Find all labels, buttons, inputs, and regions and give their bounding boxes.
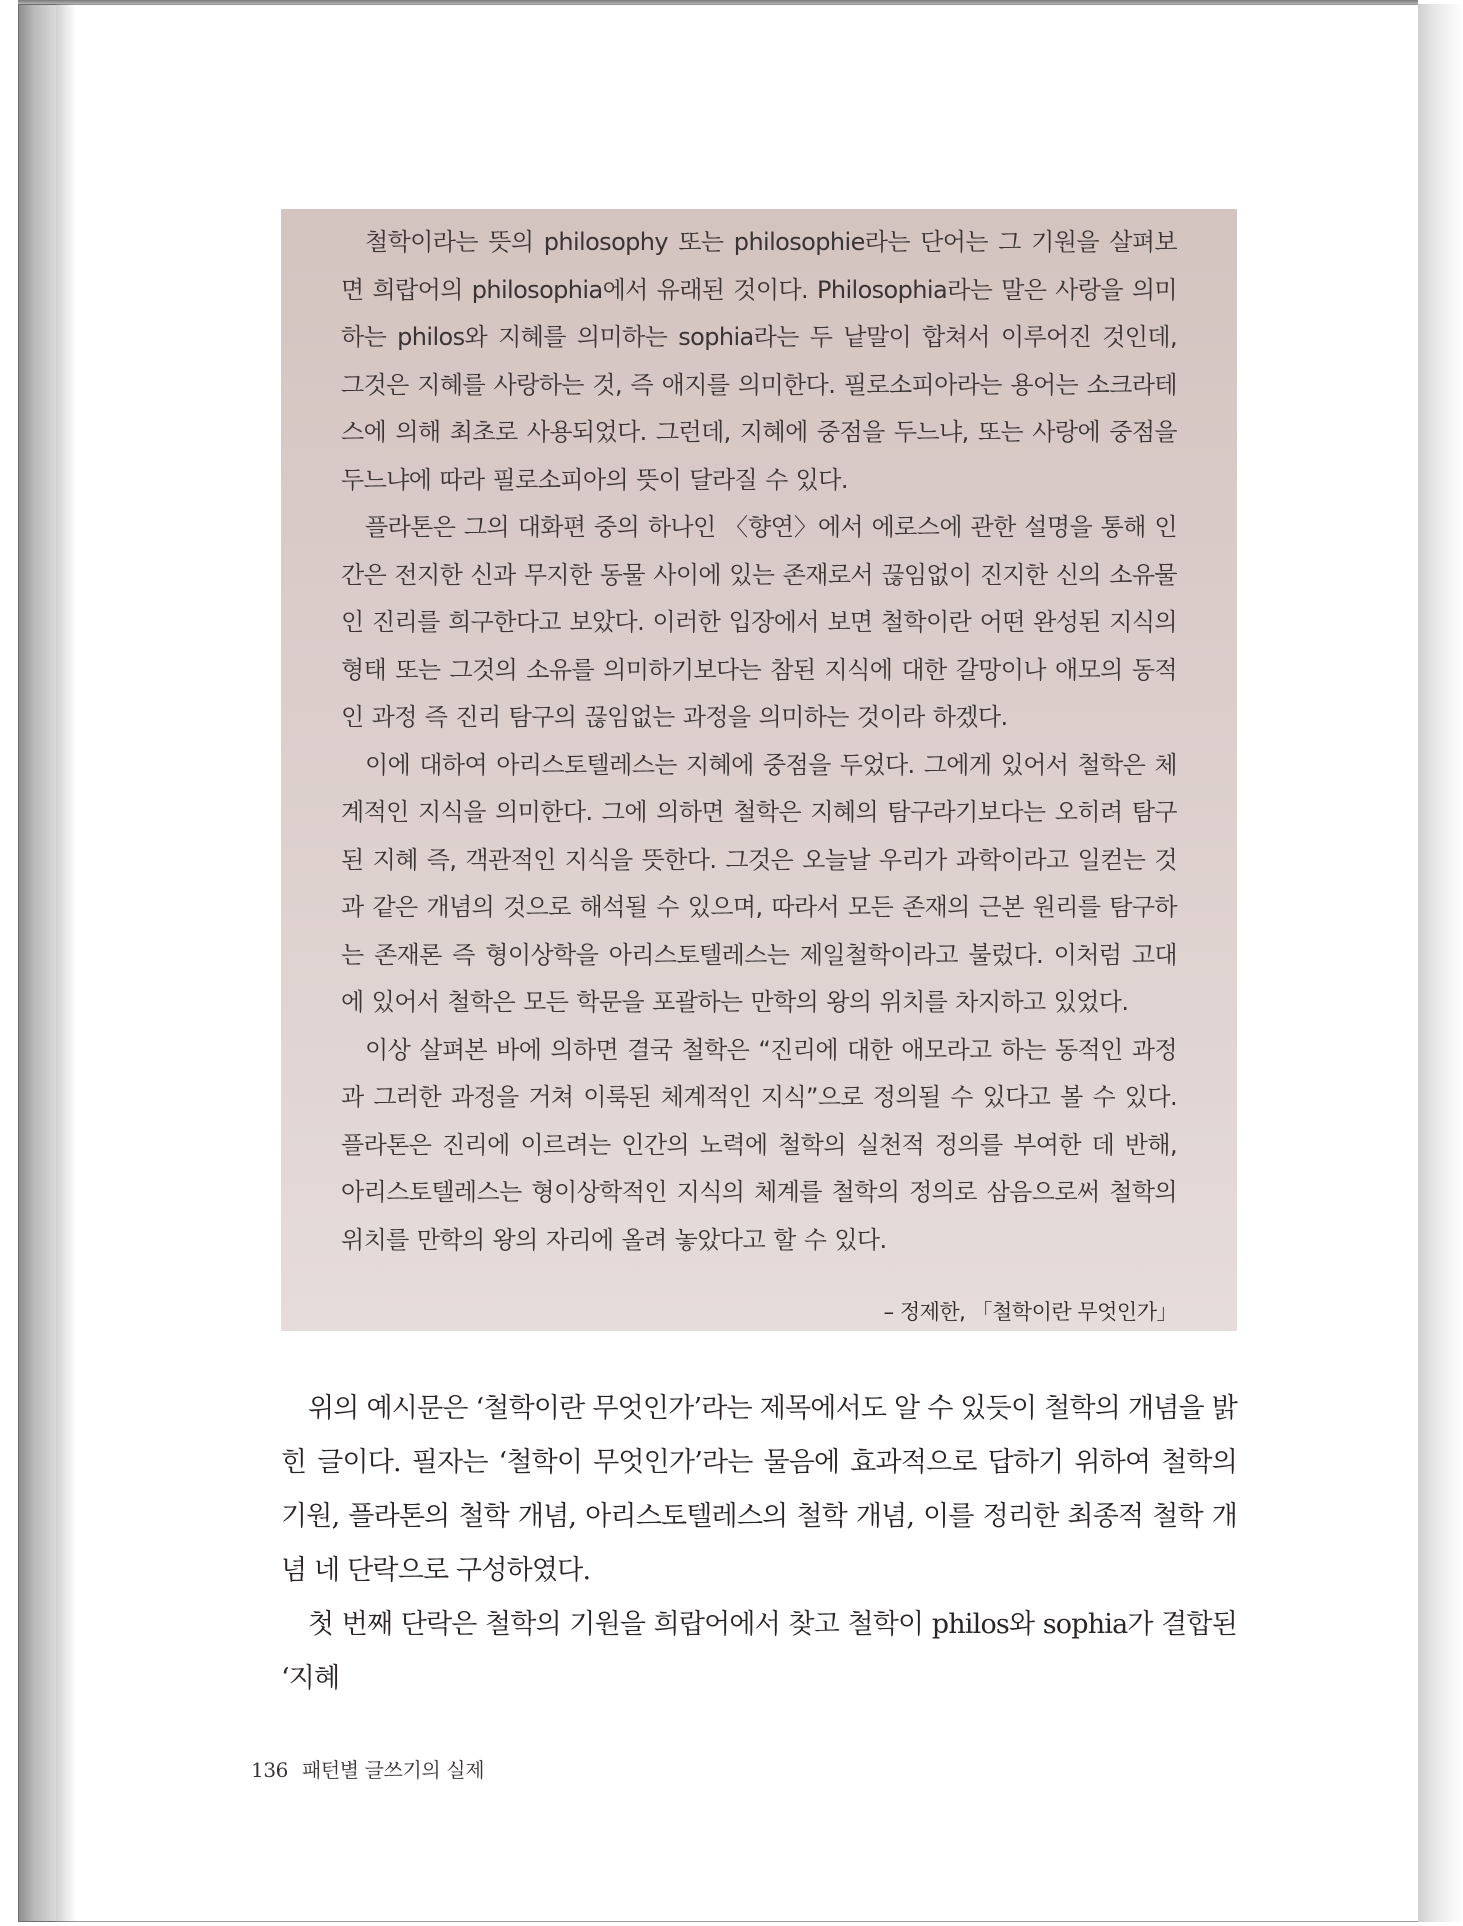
quote-paragraph: 플라톤은 그의 대화편 중의 하나인 〈향연〉에서 에로스에 관한 설명을 통해 인간은 전지한 신과 무지한 동물 사이에 있는 존재로서 끊임없이 진지한 신의 소유물인 진리를 희구한다고 보았다. 이러한 입장에서 보면 철학이란 어떤 완성된 지식의 형태 또는 그것의 소유를 의미하기보다는 참된 지식에 대한 갈망이나 애모의 동적인 과정 즉 진리 탐구의 끊임없는 과정을 의미하는 것이라 하겠다. bbox=[341, 513, 1177, 731]
body-text bbox=[281, 1382, 1237, 1706]
quote-paragraph: 이에 대하여 아리스토텔레스는 지혜에 중점을 두었다. 그에게 있어서 철학은 체계적인 지식을 의미한다. 그에 의하면 철학은 지혜의 탐구라기보다는 오히려 탐구된 지혜 즉, 객관적인 지식을 뜻한다. 그것은 오늘날 우리가 과학이라고 일컫는 것과 같은 개념의 것으로 해석될 수 있으며, 따라서 모든 존재의 근본 원리를 탐구하는 존재론 즉 형이상학을 아리스토텔레스는 제일철학이라고 불렀다. 이처럼 고대에 있어서 철학은 모든 학문을 포괄하는 만학의 왕의 위치를 차지하고 있었다. bbox=[341, 750, 1177, 1016]
quoted-passage-box bbox=[281, 209, 1237, 1331]
body-paragraph: 위의 예시문은 ‘철학이란 무엇인가’라는 제목에서도 알 수 있듯이 철학의 개념을 밝힌 글이다. 필자는 ‘철학이 무엇인가’라는 물음에 효과적으로 답하기 위하여 철학의 기원, 플라톤의 철학 개념, 아리스토텔레스의 철학 개념, 이를 정리한 최종적 철학 개념 네 단락으로 구성하였다. bbox=[281, 1393, 1237, 1586]
page-gutter-shadow bbox=[56, 4, 76, 1922]
body-paragraph: 첫 번째 단락은 철학의 기원을 희랍어에서 찾고 철학이 philos와 sophia가 결합된 ‘지혜 bbox=[281, 1609, 1237, 1694]
page-footer bbox=[251, 1754, 484, 1783]
book-spine bbox=[18, 4, 58, 1922]
quote-source-citation: – 정제한, 「철학이란 무엇인가」 bbox=[883, 1300, 1177, 1324]
book-title: 패턴별 글쓰기의 실제 bbox=[301, 1758, 485, 1782]
page-edge-shadow bbox=[1418, 4, 1463, 1922]
page-number: 136 bbox=[251, 1758, 288, 1782]
quote-paragraph: 이상 살펴본 바에 의하면 결국 철학은 “진리에 대한 애모라고 하는 동적인 과정과 그러한 과정을 거쳐 이룩된 체계적인 지식”으로 정의될 수 있다고 볼 수 있다. 플라톤은 진리에 이르려는 인간의 노력에 철학의 실천적 정의를 부여한 데 반해, 아리스토텔레스는 형이상학적인 지식의 체계를 철학의 정의로 삼음으로써 철학의 위치를 만학의 왕의 자리에 올려 놓았다고 할 수 있다. bbox=[341, 1035, 1177, 1254]
quote-paragraph: 철학이라는 뜻의 philosophy 또는 philosophie라는 단어는 그 기원을 살펴보면 희랍어의 philosophia에서 유래된 것이다. Philosophia라는 말은 사랑을 의미하는 philos와 지혜를 의미하는 sophia라는 두 낱말이 합쳐서 이루어진 것인데, 그것은 지혜를 사랑하는 것, 즉 애지를 의미한다. 필로소피아라는 용어는 소크라테스에 의해 최초로 사용되었다. 그런데, 지혜에 중점을 두느냐, 또는 사랑에 중점을 두느냐에 따라 필로소피아의 뜻이 달라질 수 있다. bbox=[341, 228, 1177, 494]
